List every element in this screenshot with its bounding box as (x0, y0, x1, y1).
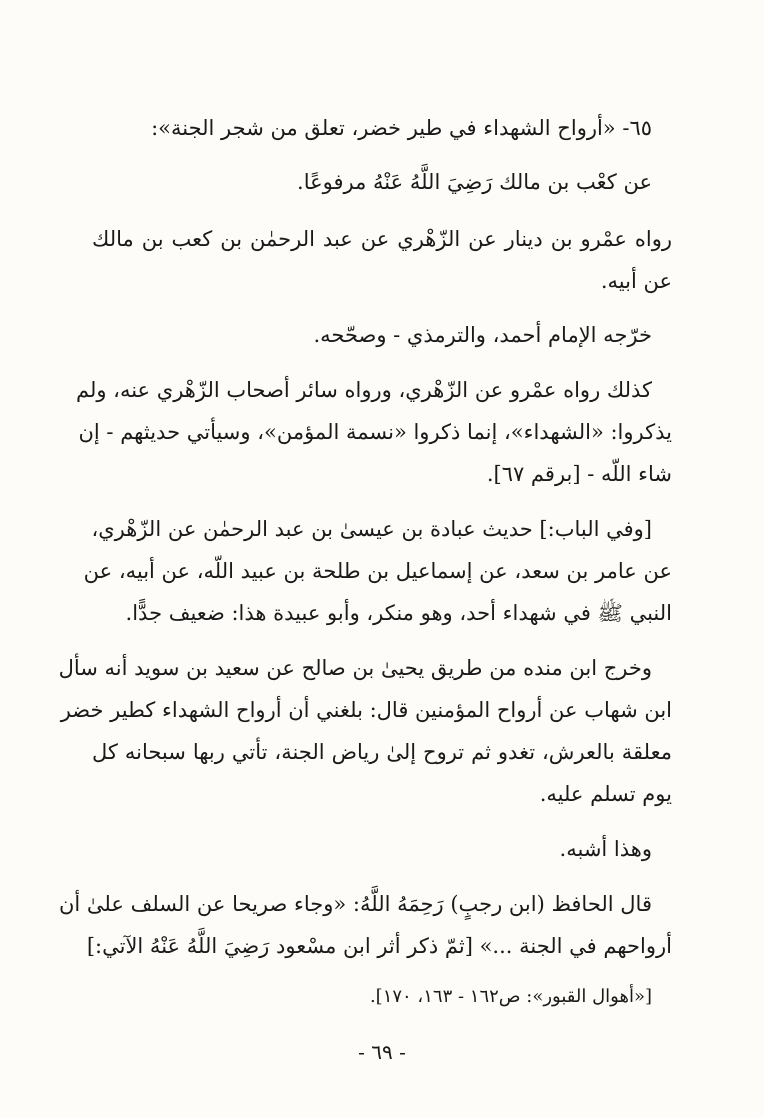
paragraph-line: النبي ﷺ في شهداء أحد، وهو منكر، وأبو عبيدة هذا: ضعيف جدًّا. (125, 601, 672, 625)
paragraph-line: شاء اللّه - [برقم ٦٧]. (486, 462, 672, 486)
paragraph-line: عن عامر بن سعد، عن إسماعيل بن طلحة بن عبيد اللّه، عن أبيه، عن (83, 559, 672, 583)
paragraph-line: وخرج ابن منده من طريق يحيىٰ بن صالح عن سعيد بن سويد أنه سأل (58, 656, 652, 680)
section-heading: ٦٥- «أرواح الشهداء في طير خضر، تعلق من شجر الجنة»: (151, 116, 652, 140)
paragraph-line: [وفي الباب:] حديث عبادة بن عيسىٰ بن عبد الرحمٰن عن الزّهْري، (91, 517, 652, 541)
paragraph-line: قال الحافظ (ابن رجبٍ) رَحِمَهُ اللَّهُ: «وجاء صريحا عن السلف علىٰ أن (59, 892, 652, 916)
paragraph-line: يذكروا: «الشهداء»، إنما ذكروا «نسمة المؤمن»، وسيأتي حديثهم - إن (78, 420, 672, 444)
paragraph-line: معلقة بالعرش، تغدو ثم تروح إلىٰ رياض الجنة، تأتي ربها سبحانه كل (92, 740, 672, 764)
paragraph-line: أرواحهم في الجنة ...» [ثمّ ذكر أثر ابن مسْعود رَضِيَ اللَّهُ عَنْهُ الآتي:] (86, 934, 672, 958)
paragraph-line: كذلك رواه عمْرو عن الزّهْري، ورواه سائر أصحاب الزّهْري عنه، ولم (75, 378, 652, 402)
paragraph-line: وهذا أشبه. (559, 837, 652, 861)
paragraph-line: عن كعْب بن مالك رَضِيَ اللَّهُ عَنْهُ مرفوعًا. (297, 170, 652, 194)
paragraph-line: ابن شهاب عن أرواح المؤمنين قال: بلغني أن أرواح الشهداء كطير خضر (60, 698, 672, 722)
paragraph-line: عن أبيه. (600, 269, 672, 293)
page-number: - ٦٩ - (358, 1040, 406, 1064)
paragraph-line: خرّجه الإمام أحمد، والترمذي - وصحّحه. (313, 323, 652, 347)
paragraph-line: يوم تسلم عليه. (539, 782, 672, 806)
source-citation: [«أهوال القبور»: ص١٦٢ - ١٦٣، ١٧٠]. (369, 986, 652, 1007)
paragraph-line: رواه عمْرو بن دينار عن الزّهْري عن عبد الرحمٰن بن كعب بن مالك (92, 227, 672, 251)
